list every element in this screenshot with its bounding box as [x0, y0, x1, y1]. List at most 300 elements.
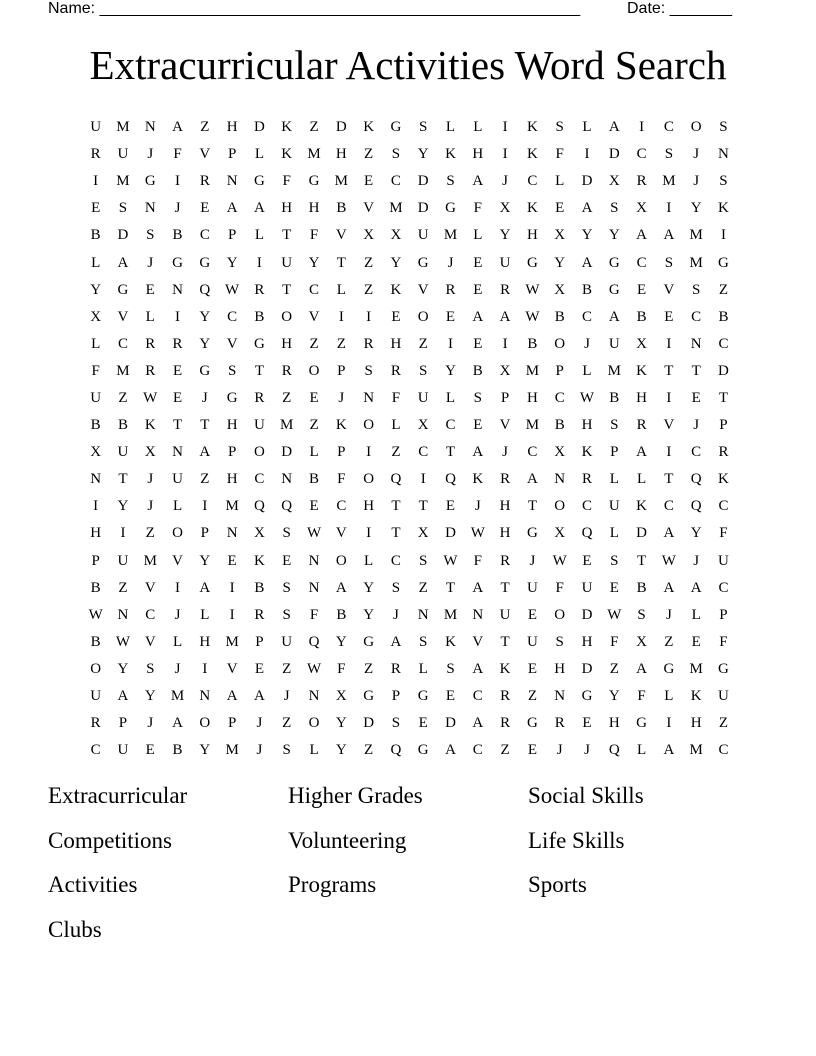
- grid-letter: B: [554, 308, 565, 325]
- grid-letter: Z: [500, 742, 510, 759]
- grid-letter: M: [525, 362, 540, 379]
- grid-letter: G: [445, 200, 456, 217]
- grid-letter: N: [308, 552, 320, 569]
- grid-letter: P: [719, 417, 728, 434]
- grid-letter: H: [690, 715, 702, 732]
- grid-letter: M: [307, 146, 321, 163]
- grid-letter: A: [254, 688, 265, 705]
- grid-letter: O: [363, 471, 375, 488]
- grid-letter: O: [554, 335, 566, 352]
- grid-letter: T: [418, 498, 428, 515]
- grid-letter: F: [473, 552, 482, 569]
- grid-letter: M: [607, 362, 621, 379]
- grid-letter: O: [281, 308, 293, 325]
- grid-letter: X: [417, 525, 429, 542]
- grid-letter: Y: [554, 254, 566, 271]
- grid-letter: P: [227, 146, 237, 163]
- grid-letter: S: [146, 660, 155, 677]
- word-list-item: Social Skills: [528, 783, 644, 808]
- grid-letter: K: [363, 119, 375, 136]
- grid-letter: T: [282, 227, 292, 244]
- grid-letter: G: [172, 254, 183, 271]
- grid-letter: F: [610, 633, 619, 650]
- grid-letter: L: [582, 119, 592, 136]
- grid-letter: L: [172, 498, 183, 515]
- grid-letter: A: [472, 715, 484, 732]
- grid-letter: V: [335, 227, 347, 244]
- word-list-item: Volunteering: [288, 827, 407, 853]
- grid-letter: U: [608, 335, 620, 352]
- grid-letter: L: [172, 633, 183, 650]
- grid-letter: X: [390, 227, 402, 244]
- grid-letter: V: [226, 335, 238, 352]
- grid-letter: G: [390, 119, 402, 136]
- grid-letter: X: [363, 227, 375, 244]
- grid-letter: O: [90, 660, 102, 677]
- grid-letter: F: [719, 525, 728, 542]
- grid-letter: R: [581, 471, 592, 488]
- grid-letter: L: [200, 606, 210, 623]
- grid-letter: A: [254, 200, 265, 217]
- grid-letter: R: [390, 660, 401, 677]
- grid-letter: K: [281, 119, 293, 136]
- page-title: Extracurricular Activities Word Search: [89, 42, 727, 88]
- grid-letter: T: [500, 579, 510, 596]
- grid-letter: N: [554, 688, 566, 705]
- grid-letter: Z: [527, 688, 537, 705]
- grid-letter: V: [172, 552, 183, 569]
- grid-letter: S: [146, 227, 155, 244]
- word-list-item: Higher Grades: [288, 783, 423, 808]
- grid-letter: K: [526, 119, 538, 136]
- grid-letter: I: [502, 146, 508, 163]
- grid-letter: S: [664, 146, 674, 163]
- grid-letter: J: [147, 715, 154, 732]
- grid-letter: D: [608, 146, 620, 163]
- grid-letter: B: [336, 200, 347, 217]
- grid-letter: W: [88, 606, 103, 623]
- word-list: [48, 780, 768, 958]
- grid-letter: A: [472, 308, 484, 325]
- word-list-item: Extracurricular: [48, 783, 188, 808]
- grid-letter: T: [527, 498, 537, 515]
- grid-letter: X: [90, 444, 102, 461]
- grid-letter: Y: [690, 200, 702, 217]
- grid-letter: Y: [417, 146, 429, 163]
- word-list-item: Competitions: [48, 827, 172, 853]
- grid-letter: S: [446, 660, 455, 677]
- grid-letter: L: [637, 742, 647, 759]
- grid-letter: G: [363, 633, 375, 650]
- grid-letter: P: [255, 633, 264, 650]
- grid-letter: T: [500, 633, 510, 650]
- grid-letter: Y: [335, 633, 347, 650]
- grid-letter: D: [417, 200, 429, 217]
- grid-letter: S: [391, 715, 401, 732]
- grid-letter: N: [199, 688, 211, 705]
- grid-letter: E: [691, 633, 701, 650]
- grid-letter: J: [256, 715, 263, 732]
- grid-letter: I: [666, 335, 672, 352]
- grid-letter: Y: [117, 498, 129, 515]
- grid-letter: M: [280, 417, 294, 434]
- grid-letter: Q: [390, 471, 402, 488]
- grid-letter: R: [500, 715, 511, 732]
- grid-letter: H: [226, 417, 238, 434]
- grid-letter: V: [144, 633, 156, 650]
- grid-letter: P: [227, 227, 237, 244]
- grid-letter: H: [199, 633, 211, 650]
- grid-letter: J: [338, 389, 345, 406]
- grid-letter: G: [417, 742, 429, 759]
- grid-letter: A: [499, 308, 511, 325]
- grid-letter: I: [256, 254, 262, 271]
- grid-letter: U: [608, 498, 620, 515]
- grid-letter: Y: [581, 227, 593, 244]
- grid-letter: G: [144, 173, 156, 190]
- grid-letter: U: [718, 688, 729, 705]
- grid-letter: V: [199, 146, 211, 163]
- grid-letter: X: [554, 227, 566, 244]
- grid-letter: V: [363, 200, 375, 217]
- grid-letter: R: [90, 146, 101, 163]
- grid-letter: L: [91, 254, 101, 271]
- grid-letter: E: [391, 308, 401, 325]
- grid-letter: V: [663, 417, 675, 434]
- letter-grid: [82, 114, 737, 764]
- grid-letter: A: [636, 660, 647, 677]
- grid-letter: G: [226, 389, 238, 406]
- grid-letter: J: [529, 552, 536, 569]
- grid-letter: O: [308, 362, 320, 379]
- grid-letter: Y: [390, 254, 402, 271]
- grid-letter: T: [445, 579, 456, 596]
- grid-letter: Y: [144, 688, 156, 705]
- grid-letter: D: [417, 173, 429, 190]
- grid-letter: Z: [364, 254, 374, 271]
- grid-letter: U: [172, 471, 183, 488]
- grid-letter: A: [445, 742, 456, 759]
- grid-letter: D: [335, 119, 347, 136]
- grid-letter: T: [172, 417, 183, 434]
- grid-letter: U: [718, 552, 729, 569]
- grid-letter: F: [91, 362, 100, 379]
- grid-letter: R: [500, 688, 511, 705]
- grid-letter: K: [581, 444, 593, 461]
- grid-letter: L: [582, 362, 592, 379]
- grid-letter: E: [200, 200, 210, 217]
- grid-letter: B: [90, 633, 101, 650]
- grid-letter: Z: [336, 335, 346, 352]
- grid-letter: I: [175, 308, 181, 325]
- grid-letter: W: [579, 389, 595, 406]
- grid-letter: A: [663, 579, 675, 596]
- grid-letter: U: [499, 254, 511, 271]
- grid-letter: I: [338, 308, 344, 325]
- grid-letter: C: [554, 389, 565, 406]
- grid-letter: E: [172, 389, 183, 406]
- grid-letter: K: [526, 146, 538, 163]
- grid-letter: S: [282, 525, 291, 542]
- grid-letter: Y: [363, 579, 375, 596]
- grid-letter: D: [445, 525, 456, 542]
- grid-letter: Z: [364, 742, 374, 759]
- grid-letter: N: [117, 606, 129, 623]
- grid-letter: Z: [309, 417, 319, 434]
- grid-letter: N: [281, 471, 293, 488]
- grid-letter: X: [499, 200, 511, 217]
- grid-letter: W: [443, 552, 458, 569]
- grid-letter: E: [445, 688, 456, 705]
- grid-letter: U: [417, 227, 429, 244]
- grid-letter: P: [500, 389, 510, 406]
- grid-letter: K: [445, 146, 456, 163]
- grid-letter: A: [526, 471, 538, 488]
- grid-letter: Z: [282, 715, 292, 732]
- grid-letter: L: [555, 173, 565, 190]
- grid-letter: N: [226, 173, 238, 190]
- grid-letter: R: [254, 389, 265, 406]
- grid-letter: Q: [199, 281, 211, 298]
- grid-letter: G: [117, 281, 129, 298]
- grid-letter: G: [718, 254, 729, 271]
- grid-letter: I: [366, 444, 372, 461]
- grid-letter: X: [144, 444, 156, 461]
- grid-letter: E: [582, 552, 592, 569]
- grid-letter: J: [556, 742, 563, 759]
- grid-letter: B: [336, 606, 347, 623]
- grid-letter: Z: [282, 660, 292, 677]
- grid-letter: X: [608, 173, 620, 190]
- grid-letter: R: [500, 552, 511, 569]
- grid-letter: B: [172, 227, 183, 244]
- grid-letter: V: [144, 579, 156, 596]
- grid-letter: K: [472, 471, 484, 488]
- grid-letter: S: [719, 119, 728, 136]
- grid-letter: K: [390, 281, 402, 298]
- grid-letter: C: [390, 173, 401, 190]
- grid-letter: F: [309, 227, 319, 244]
- grid-letter: H: [499, 525, 511, 542]
- grid-letter: X: [636, 335, 647, 352]
- grid-letter: V: [472, 633, 484, 650]
- grid-letter: O: [254, 444, 265, 461]
- grid-letter: I: [175, 579, 181, 596]
- grid-letter: C: [718, 335, 729, 352]
- grid-letter: L: [254, 146, 265, 163]
- grid-letter: E: [527, 606, 537, 623]
- grid-letter: R: [500, 471, 511, 488]
- grid-letter: R: [281, 362, 292, 379]
- grid-letter: M: [225, 633, 239, 650]
- grid-letter: F: [337, 660, 346, 677]
- grid-letter: T: [200, 417, 210, 434]
- grid-letter: I: [366, 308, 372, 325]
- grid-letter: Y: [499, 227, 511, 244]
- grid-letter: I: [229, 606, 235, 623]
- grid-letter: Q: [690, 471, 702, 488]
- grid-letter: T: [391, 498, 401, 515]
- grid-letter: K: [144, 417, 156, 434]
- grid-letter: S: [282, 742, 291, 759]
- grid-letter: D: [281, 444, 293, 461]
- grid-letter: R: [500, 281, 511, 298]
- grid-letter: G: [417, 254, 429, 271]
- grid-letter: C: [472, 688, 483, 705]
- grid-letter: H: [554, 660, 566, 677]
- grid-letter: H: [308, 200, 320, 217]
- grid-letter: Y: [199, 335, 211, 352]
- grid-letter: I: [584, 146, 590, 163]
- grid-letter: N: [226, 525, 238, 542]
- grid-letter: J: [392, 606, 399, 623]
- grid-letter: P: [227, 444, 237, 461]
- grid-letter: M: [525, 417, 540, 434]
- grid-letter: Q: [308, 633, 320, 650]
- grid-letter: L: [609, 471, 619, 488]
- grid-letter: O: [554, 498, 566, 515]
- grid-letter: A: [472, 660, 484, 677]
- grid-letter: G: [663, 660, 675, 677]
- grid-letter: J: [256, 742, 263, 759]
- grid-letter: X: [554, 525, 566, 542]
- grid-letter: I: [502, 335, 508, 352]
- grid-letter: N: [172, 281, 183, 298]
- grid-letter: I: [502, 119, 508, 136]
- grid-letter: X: [636, 200, 647, 217]
- grid-letter: C: [472, 742, 483, 759]
- grid-letter: Y: [308, 254, 320, 271]
- grid-letter: H: [226, 471, 238, 488]
- grid-letter: A: [472, 579, 484, 596]
- grid-letter: N: [308, 688, 320, 705]
- grid-letter: Y: [117, 660, 129, 677]
- grid-letter: C: [254, 471, 265, 488]
- grid-letter: D: [581, 660, 593, 677]
- grid-letter: J: [693, 417, 700, 434]
- grid-letter: V: [117, 308, 129, 325]
- grid-letter: B: [636, 308, 647, 325]
- grid-letter: X: [554, 281, 566, 298]
- grid-letter: A: [636, 227, 647, 244]
- grid-letter: Y: [199, 742, 211, 759]
- grid-letter: N: [144, 200, 156, 217]
- grid-letter: P: [610, 444, 619, 461]
- grid-letter: G: [363, 688, 375, 705]
- grid-letter: H: [608, 715, 620, 732]
- grid-letter: Q: [445, 471, 456, 488]
- grid-letter: K: [499, 660, 511, 677]
- grid-letter: T: [118, 471, 128, 488]
- grid-letter: R: [636, 417, 647, 434]
- grid-letter: M: [389, 200, 403, 217]
- grid-letter: P: [118, 715, 128, 732]
- grid-letter: B: [581, 281, 592, 298]
- grid-letter: X: [417, 417, 429, 434]
- grid-letter: L: [473, 227, 483, 244]
- grid-letter: C: [581, 308, 592, 325]
- grid-letter: J: [502, 173, 509, 190]
- grid-letter: C: [199, 227, 210, 244]
- grid-letter: F: [173, 146, 182, 163]
- grid-letter: I: [720, 227, 726, 244]
- grid-letter: C: [309, 281, 320, 298]
- grid-letter: S: [473, 389, 482, 406]
- grid-letter: J: [283, 688, 290, 705]
- grid-letter: B: [527, 335, 538, 352]
- grid-letter: X: [335, 688, 347, 705]
- grid-letter: X: [636, 633, 647, 650]
- grid-letter: T: [691, 362, 701, 379]
- grid-letter: N: [417, 606, 429, 623]
- grid-letter: E: [527, 660, 537, 677]
- grid-letter: L: [254, 227, 265, 244]
- grid-letter: A: [172, 715, 183, 732]
- grid-letter: L: [445, 389, 456, 406]
- grid-letter: B: [309, 471, 320, 488]
- grid-letter: R: [445, 281, 456, 298]
- grid-letter: P: [337, 362, 346, 379]
- grid-letter: L: [391, 417, 401, 434]
- grid-letter: A: [636, 444, 647, 461]
- grid-letter: W: [306, 525, 322, 542]
- grid-letter: A: [226, 200, 238, 217]
- word-list-item: Life Skills: [528, 827, 625, 853]
- grid-letter: N: [718, 146, 729, 163]
- grid-letter: Q: [608, 742, 620, 759]
- grid-letter: F: [282, 173, 291, 190]
- grid-letter: N: [554, 471, 566, 488]
- grid-letter: B: [718, 308, 729, 325]
- grid-letter: I: [639, 119, 645, 136]
- grid-letter: O: [554, 606, 566, 623]
- grid-letter: L: [309, 444, 319, 461]
- grid-letter: I: [93, 498, 99, 515]
- grid-letter: C: [117, 335, 128, 352]
- grid-letter: K: [636, 362, 647, 379]
- grid-letter: S: [419, 633, 428, 650]
- grid-letter: T: [445, 444, 456, 461]
- grid-letter: C: [90, 742, 101, 759]
- grid-letter: Y: [199, 552, 211, 569]
- grid-letter: H: [363, 498, 375, 515]
- grid-letter: S: [391, 146, 401, 163]
- grid-letter: X: [90, 308, 102, 325]
- grid-letter: S: [664, 254, 674, 271]
- name-field-label: Name: ______________________________________________________: [48, 0, 581, 17]
- grid-letter: Q: [281, 498, 293, 515]
- grid-letter: M: [689, 254, 703, 271]
- grid-letter: J: [147, 146, 154, 163]
- grid-letter: O: [199, 715, 211, 732]
- grid-letter: H: [335, 146, 347, 163]
- grid-letter: G: [608, 254, 620, 271]
- grid-letter: Q: [390, 742, 402, 759]
- grid-letter: A: [117, 688, 129, 705]
- grid-letter: H: [636, 389, 647, 406]
- grid-letter: O: [308, 715, 320, 732]
- grid-letter: W: [607, 606, 622, 623]
- grid-letter: W: [470, 525, 485, 542]
- grid-letter: M: [116, 173, 130, 190]
- grid-letter: P: [91, 552, 100, 569]
- grid-letter: Y: [445, 362, 456, 379]
- grid-letter: P: [555, 362, 564, 379]
- grid-letter: B: [117, 417, 128, 434]
- grid-letter: T: [718, 389, 729, 406]
- grid-letter: I: [120, 525, 126, 542]
- grid-letter: O: [690, 119, 702, 136]
